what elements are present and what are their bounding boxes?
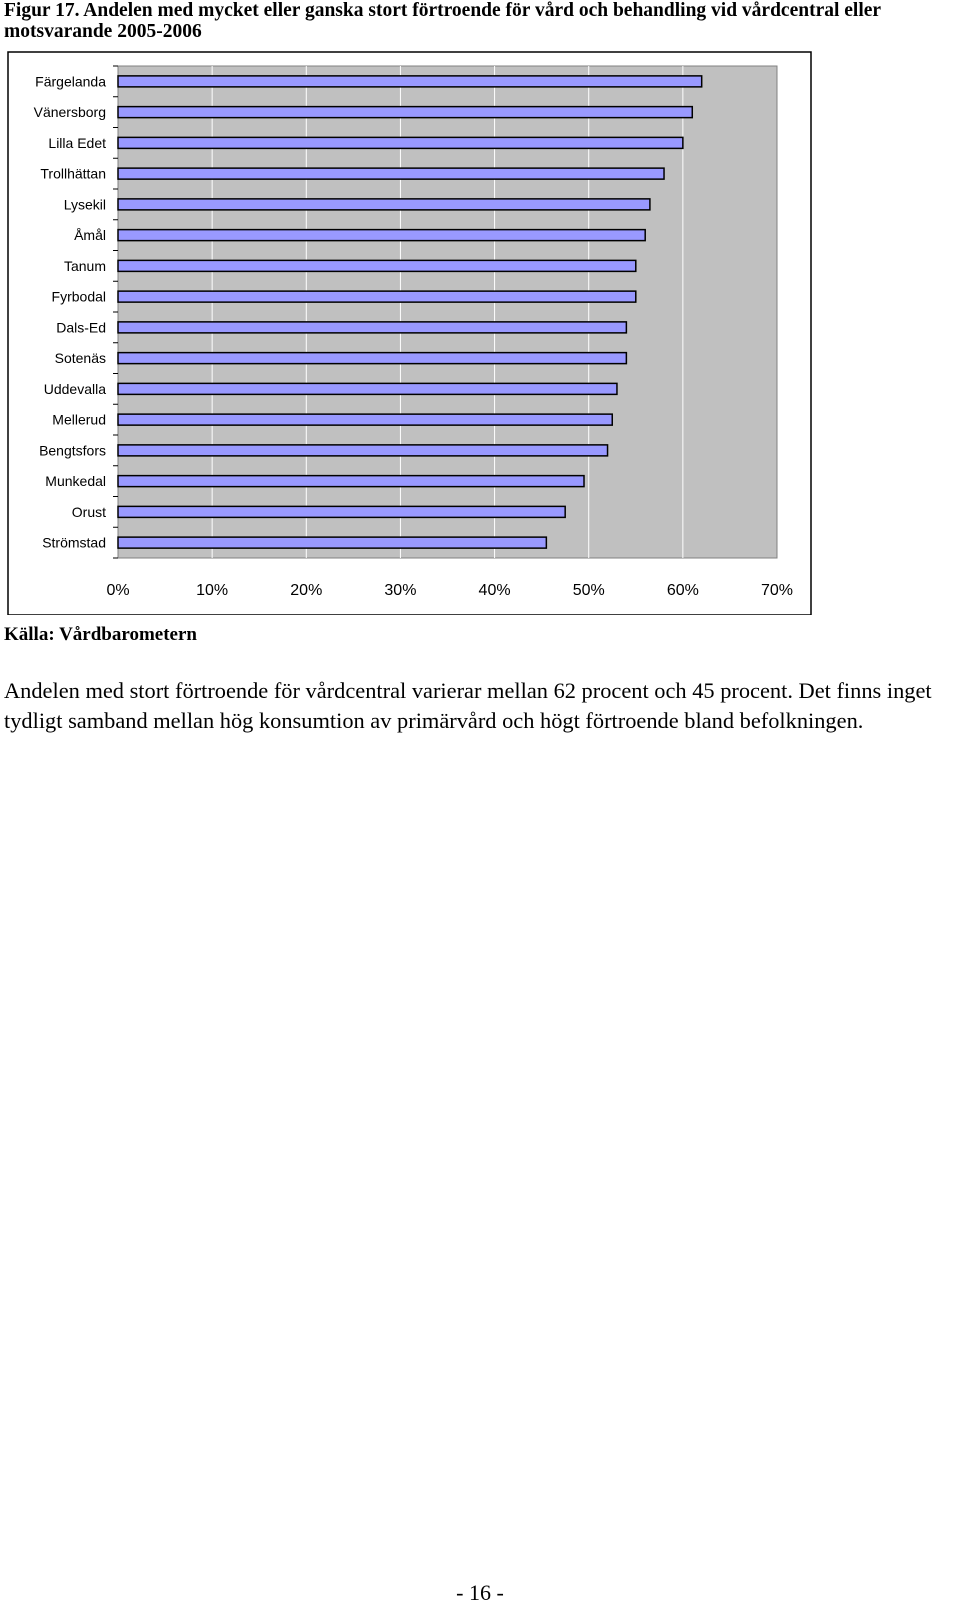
bar (118, 322, 626, 333)
category-label: Fyrbodal (51, 288, 106, 305)
category-label: Lysekil (63, 196, 106, 213)
x-tick-label: 0% (106, 582, 130, 599)
bar (118, 168, 664, 179)
category-label: Åmål (74, 227, 106, 244)
x-tick-label: 50% (572, 582, 605, 599)
figure-title: Figur 17. Andelen med mycket eller ganska stort förtroende för vård och behandling vid vårdcentral eller motsvarande 2005-2006 (4, 0, 881, 42)
x-tick-label: 60% (666, 582, 699, 599)
bar (118, 199, 650, 210)
bar (118, 476, 584, 487)
bar-chart (0, 0, 960, 615)
category-label: Lilla Edet (48, 134, 106, 151)
bar (118, 353, 626, 364)
category-label: Munkedal (45, 473, 106, 490)
category-label: Färgelanda (35, 73, 106, 90)
body-paragraph: Andelen med stort förtroende för vårdcentral varierar mellan 62 procent och 45 procent. Det finns inget tydligt samband mellan hög konsumtion av primärvård och högt förtroende bland befolkningen. (4, 678, 932, 733)
x-tick-label: 70% (760, 582, 794, 599)
bar (118, 414, 612, 425)
x-tick-label: 10% (196, 582, 229, 599)
x-tick-label: 20% (290, 582, 323, 599)
category-label: Orust (71, 503, 106, 520)
bar (118, 76, 702, 87)
x-tick-label: 40% (478, 582, 511, 599)
category-label: Bengtsfors (39, 442, 106, 459)
bar (118, 137, 683, 148)
category-label: Dals-Ed (56, 319, 106, 336)
bar (118, 260, 636, 271)
page-number: - 16 - (456, 1580, 504, 1605)
category-label: Trollhättan (40, 165, 106, 182)
chart-source: Källa: Vårdbarometern (4, 624, 197, 645)
x-tick-label: 30% (384, 582, 417, 599)
category-label: Tanum (63, 257, 106, 274)
category-label: Uddevalla (43, 380, 106, 397)
category-label: Vänersborg (33, 104, 106, 121)
category-label: Strömstad (42, 534, 106, 551)
bar (118, 383, 617, 394)
category-label: Mellerud (52, 411, 106, 428)
bar (118, 506, 565, 517)
bar (118, 445, 608, 456)
bar (118, 230, 645, 241)
bar (118, 107, 692, 118)
category-label: Sotenäs (54, 350, 106, 367)
bar (118, 537, 546, 548)
bar (118, 291, 636, 302)
